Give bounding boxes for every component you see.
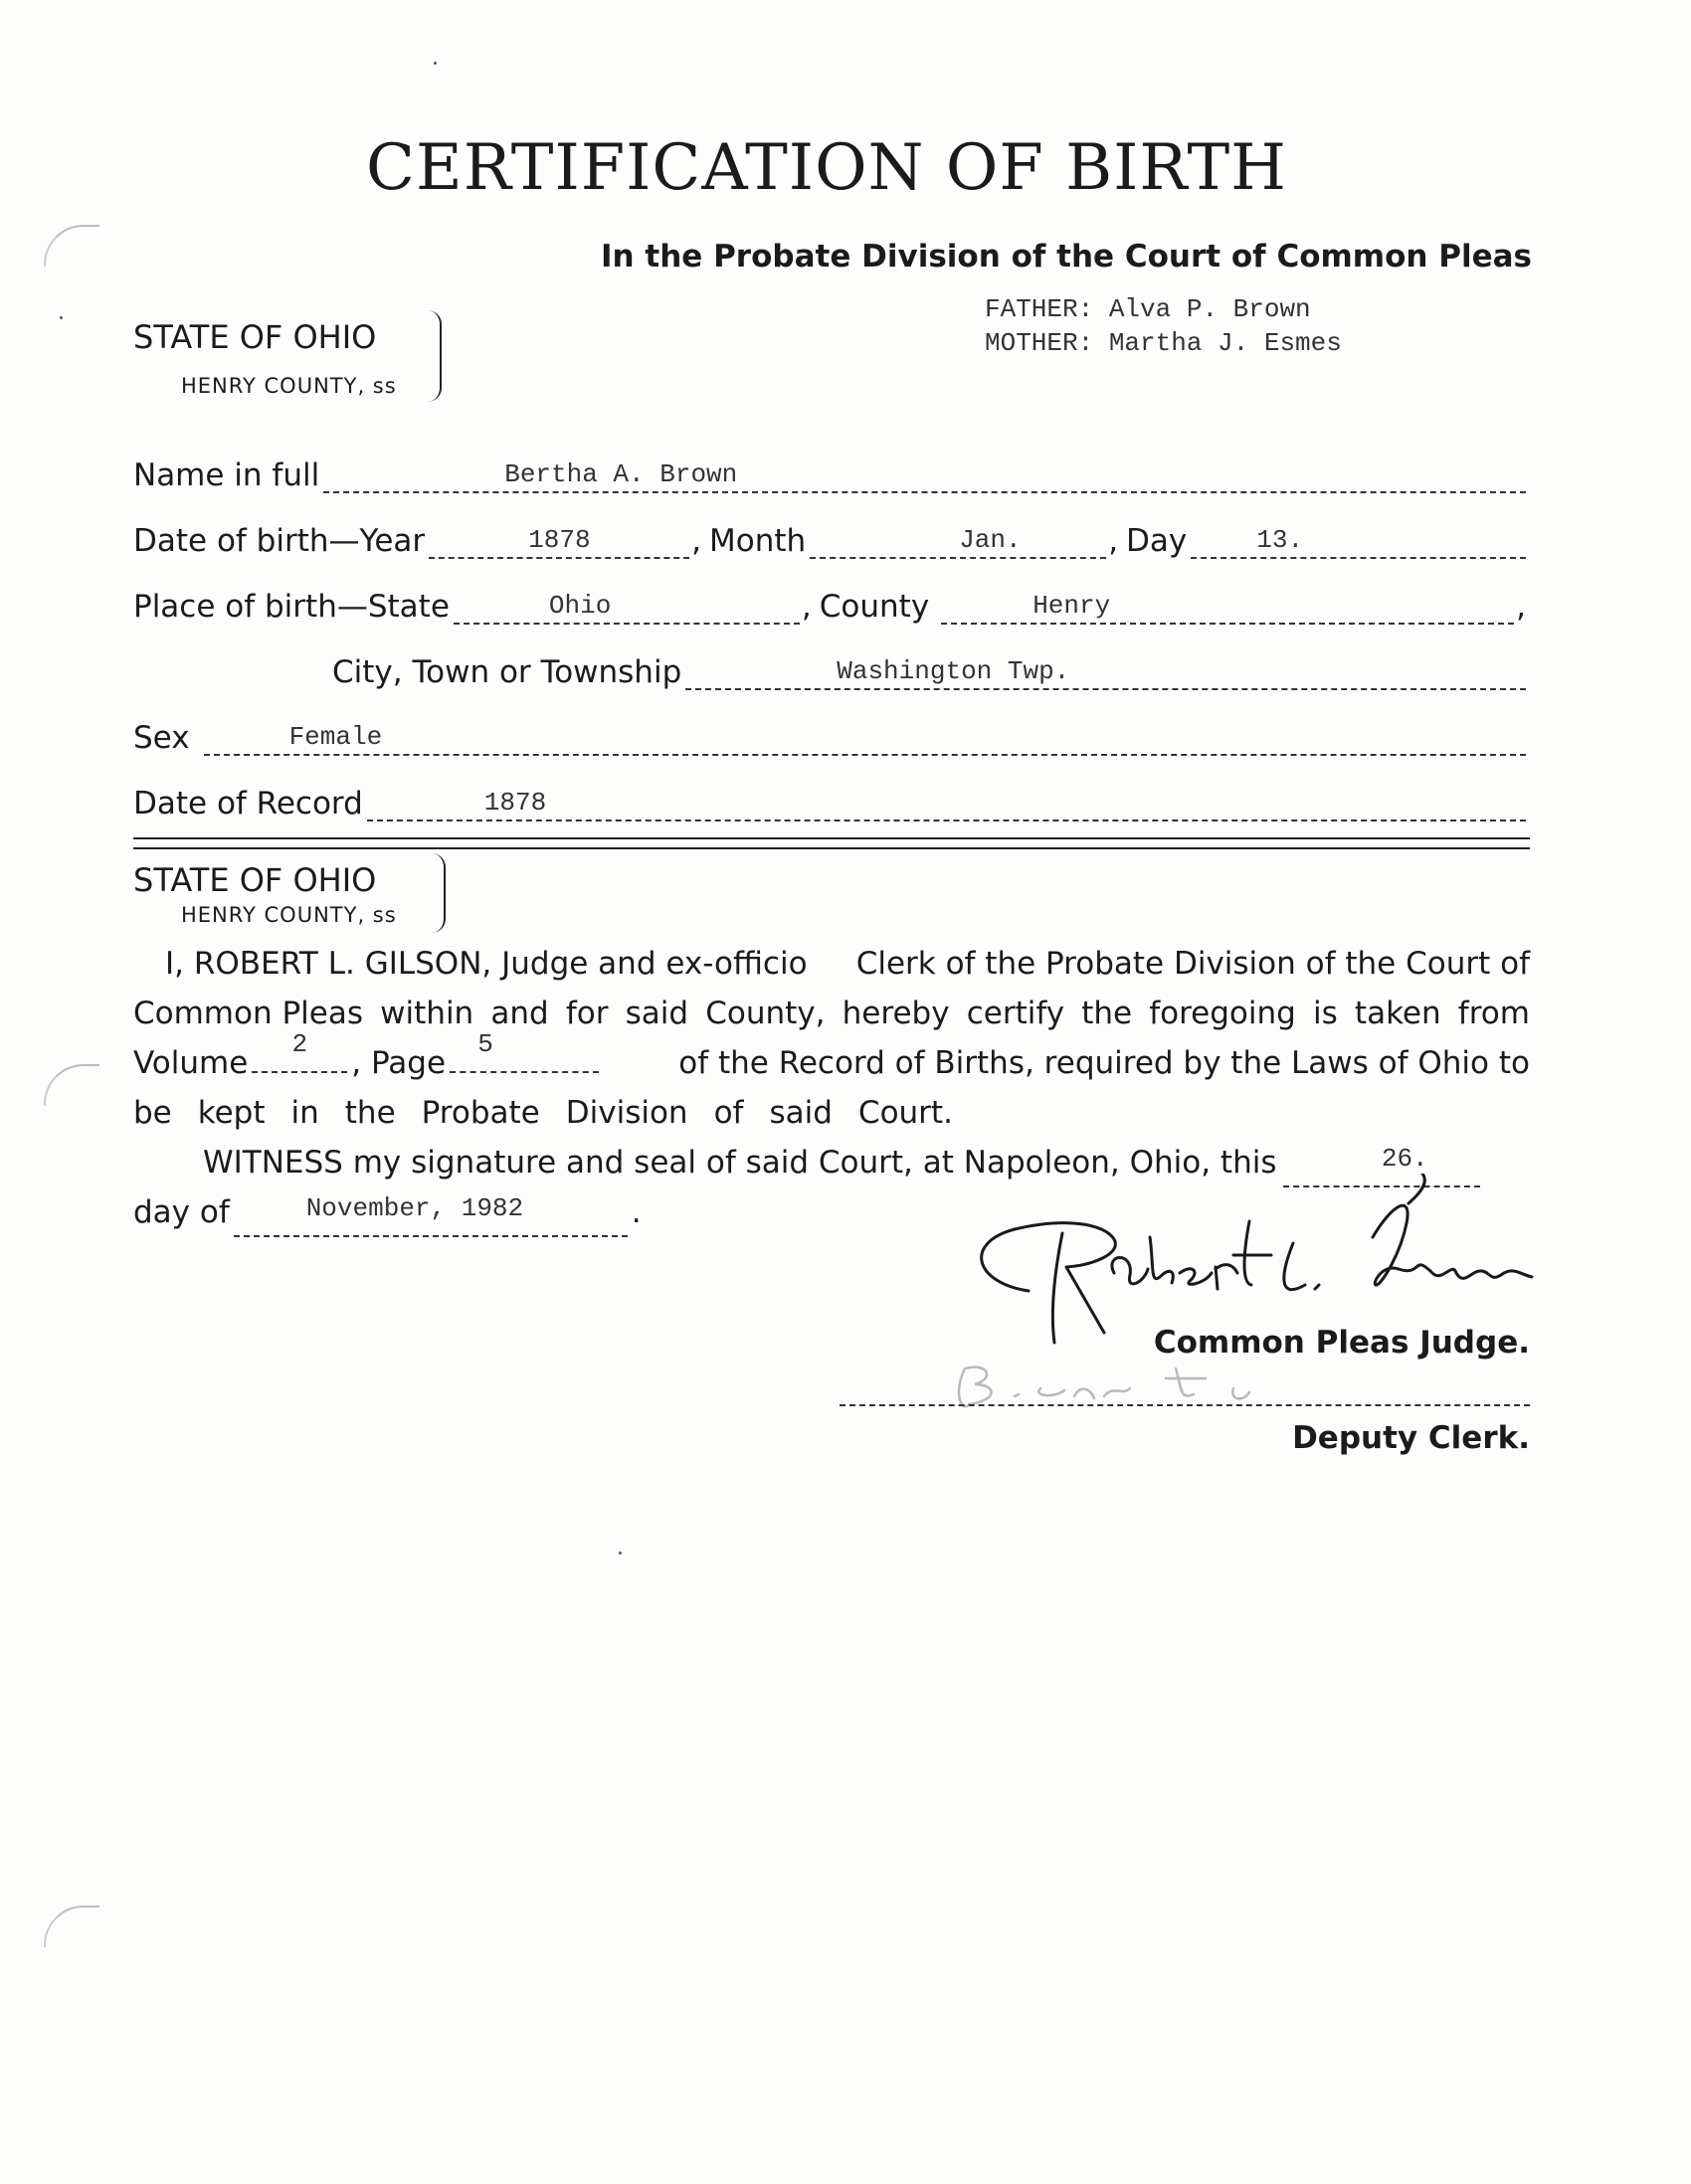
dob-label: Date of birth—Year [133,523,426,559]
pob-row [133,581,1526,625]
cert-word: for [565,996,609,1031]
sex-value: Female [288,722,383,752]
name-value: Bertha A. Brown [504,459,738,489]
court-subtitle: In the Probate Division of the Court of Common Pleas [600,239,1532,274]
comma: , [1516,589,1526,625]
cert-word: taken [1354,996,1441,1031]
speck [60,316,63,319]
city-label: City, Town or Township [332,654,682,690]
volume-group [133,1029,603,1088]
comma: , [691,523,702,559]
cert-word: hereby [842,996,950,1031]
cert-word: Probate [421,1095,540,1131]
venue-county: HENRY COUNTY, ss [181,374,397,398]
cert-word: said [769,1095,833,1131]
cert-word: the [344,1095,396,1131]
cert-word: kept [197,1095,266,1131]
cert-line-1-right: Clerk of the Probate Division of the Court of [855,946,1530,982]
cert-venue-state: STATE OF OHIO [133,861,377,899]
record-row [133,778,1526,821]
state-value: Ohio [548,591,612,621]
day-value: 13. [1256,525,1304,555]
day-of-label: day of [133,1194,230,1230]
cert-word: is [1313,996,1338,1031]
mother-line [985,328,1342,358]
cert-word: said [625,996,689,1031]
speck [434,62,437,65]
pob-label: Place of birth—State [133,589,450,625]
judge-title: Common Pleas Judge. [1153,1325,1530,1361]
comma: , [801,589,812,625]
page-title: CERTIFICATION OF BIRTH [366,131,1287,205]
volume-field [252,1029,347,1073]
venue-brace [426,310,442,402]
cert-word: Common Pleas [133,996,364,1031]
cert-word: the [1081,996,1133,1031]
day-of-field [234,1193,628,1237]
cert-line-3 [133,1029,1530,1088]
city-field [685,658,1526,690]
record-label: Date of Record [133,786,363,821]
father-line [985,294,1311,324]
day-field [1191,527,1526,559]
month-value: Jan. [959,525,1022,555]
city-value: Washington Twp. [837,656,1070,686]
cert-word: from [1457,996,1530,1031]
volume-value: 2 [291,1029,308,1059]
record-value: 1878 [483,788,547,818]
day-of-value: November, 1982 [305,1193,524,1223]
witness-text: WITNESS my signature and seal of said Court, at Napoleon, Ohio, this [203,1145,1277,1181]
county-field [941,593,1514,625]
cert-line-2 [133,989,1530,1038]
record-field [367,790,1526,821]
cert-venue-county: HENRY COUNTY, ss [181,903,397,927]
month-field [810,527,1106,559]
mother-label: MOTHER: [985,328,1094,358]
speck [619,1551,622,1554]
cert-word: Division [565,1095,688,1131]
page-value: 5 [477,1029,493,1059]
volume-label: Volume [133,1045,249,1081]
cert-word: of [713,1095,744,1131]
witness-day-value: 26. [1381,1144,1428,1174]
cert-word: be [133,1095,172,1131]
county-value: Henry [1033,591,1111,621]
cert-venue-brace [430,853,446,933]
dob-row [133,515,1526,559]
section-divider [133,837,1530,849]
cert-word: County, [705,996,826,1031]
punch-hole-top [44,225,99,267]
cert-word: in [290,1095,319,1131]
month-label: Month [709,523,807,559]
cert-word: foregoing [1149,996,1296,1031]
punch-hole-middle [44,1064,99,1106]
mother-name: Martha J. Esmes [1108,328,1342,358]
venue-state: STATE OF OHIO [133,318,377,356]
city-row [332,646,1526,690]
page-field [450,1029,599,1073]
cert-word: certify [966,996,1065,1031]
cert-word: and [490,996,549,1031]
name-field [323,461,1526,493]
state-field [454,593,800,625]
sex-field [204,724,1526,756]
father-name: Alva P. Brown [1108,294,1311,324]
cert-line-1 [133,939,1530,989]
name-row [133,450,1526,493]
deputy-signature [945,1349,1303,1418]
father-label: FATHER: [985,294,1094,324]
year-value: 1878 [528,525,591,555]
sex-row [133,712,1526,756]
year-field [429,527,689,559]
deputy-clerk-title: Deputy Clerk. [1292,1420,1530,1456]
cert-word: Court. [857,1095,953,1131]
deputy-clerk-line [840,1402,1530,1406]
cert-line-1-left: I, ROBERT L. GILSON, Judge and ex-officio [165,946,808,982]
page-label: , Page [351,1045,447,1081]
day-label: Day [1126,523,1188,559]
name-label: Name in full [133,457,320,493]
comma: , [1108,523,1119,559]
cert-line-4 [133,1088,1530,1138]
county-label: County [819,589,930,625]
period: . [631,1194,642,1230]
cert-line-3-rest: of the Record of Births, required by the Laws of Ohio to [678,1045,1530,1081]
sex-label: Sex [133,720,190,756]
punch-hole-bottom [44,1906,99,1947]
cert-word: within [380,996,474,1031]
